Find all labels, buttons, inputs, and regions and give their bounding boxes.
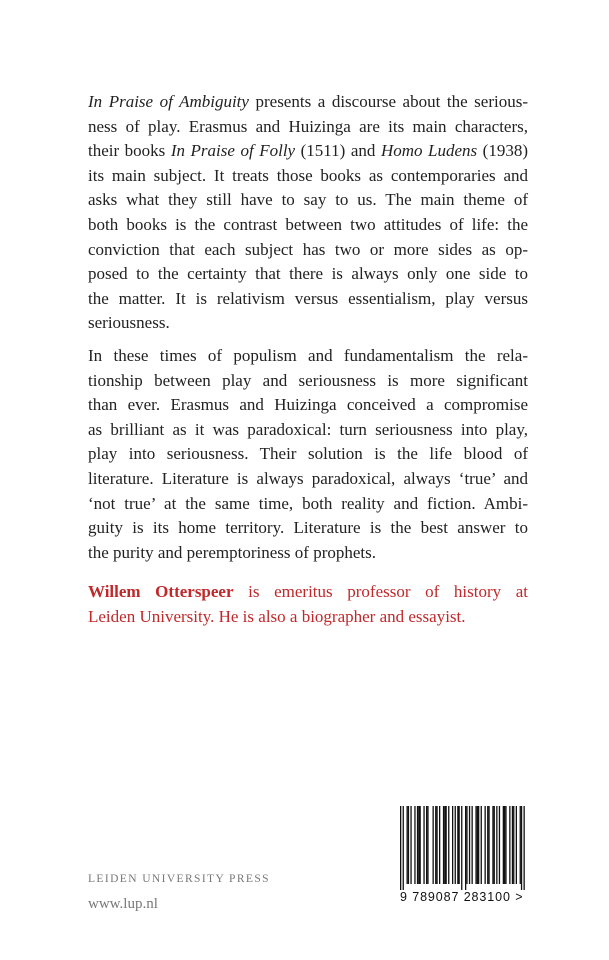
blurb-text-segment: In these times of populism and fundamentalism the rela- — [88, 345, 528, 365]
blurb-line — [88, 369, 528, 394]
blurb-text-segment: the purity and peremptoriness of prophets. — [88, 542, 376, 562]
blurb-text-segment: conviction that each subject has two or more sides as op- — [88, 239, 528, 259]
barcode-bar — [418, 806, 419, 884]
barcode-bar — [492, 806, 493, 884]
barcode-bar — [444, 806, 445, 884]
blurb-line — [88, 188, 528, 213]
barcode-bar — [485, 806, 486, 884]
blurb-text-segment: seriousness. — [88, 313, 170, 333]
barcode-bar — [513, 806, 514, 884]
barcode-bar — [408, 806, 409, 884]
blurb-text-segment: their books — [88, 141, 171, 161]
blurb-line — [88, 164, 528, 189]
blurb-line — [88, 238, 528, 263]
barcode-bar — [472, 806, 473, 884]
blurb-line — [88, 311, 528, 336]
barcode-bar — [466, 806, 467, 884]
blurb-text-segment: asks what they still have to say to us. The main theme of — [88, 190, 528, 210]
barcode-bar — [420, 806, 421, 884]
barcode-bar — [465, 806, 466, 890]
book-title: Homo Ludens — [380, 141, 478, 161]
blurb-text-segment: ness of play. Erasmus and Huizinga are its main characters, — [88, 116, 528, 136]
barcode-bar — [443, 806, 444, 884]
barcode-bar — [499, 806, 500, 884]
barcode-bar — [477, 806, 478, 884]
barcode-bar — [524, 806, 525, 890]
blurb-line — [88, 344, 528, 369]
blurb-text-segment: the matter. It is relativism versus essentialism, play versus — [88, 288, 528, 308]
isbn-digits — [400, 890, 540, 904]
blurb-text-segment: play into seriousness. Their solution is the life blood of — [88, 444, 528, 464]
blurb-line — [88, 262, 528, 287]
blurb-line — [88, 115, 528, 140]
barcode-quiet-zone-mark: > — [515, 890, 524, 904]
author-bio — [88, 580, 528, 629]
blurb-text-segment: its main subject. It treats those books as contemporaries and — [88, 165, 528, 185]
barcode-bar — [505, 806, 506, 884]
barcode-bar — [426, 806, 427, 884]
barcode-bar — [487, 806, 488, 884]
blurb-text-segment: (1938) — [477, 141, 528, 161]
barcode-bar — [461, 806, 462, 890]
blurb-line — [88, 467, 528, 492]
barcode-bar — [433, 806, 434, 884]
blurb-line — [88, 213, 528, 238]
author-bio-text: is emeritus professor of history at — [233, 582, 528, 601]
blurb-line — [88, 393, 528, 418]
blurb-line — [88, 492, 528, 517]
blurb-paragraph — [88, 90, 528, 336]
blurb-text-segment: tionship between play and seriousness is more significant — [88, 370, 528, 390]
barcode-bar — [509, 806, 510, 884]
publisher-name: LEIDEN UNIVERSITY PRESS — [88, 873, 270, 885]
author-bio-line-2: Leiden University. He is also a biographer and essayist. — [88, 606, 466, 626]
barcode-bar — [417, 806, 418, 884]
barcode-bar — [478, 806, 479, 884]
barcode-bar — [410, 806, 411, 884]
barcode-bar — [457, 806, 458, 884]
blurb-text-segment: posed to the certainty that there is always only one side to — [88, 264, 528, 284]
blurb-text-segment: both books is the contrast between two attitudes of life: the — [88, 214, 528, 234]
blurb-text-segment: than ever. Erasmus and Huizinga conceived a compromise — [88, 395, 528, 415]
blurb-text-segment: as brilliant as it was paradoxical: turn seriousness into play, — [88, 419, 528, 439]
blurb-line — [88, 139, 528, 164]
publisher-website: www.lup.nl — [88, 896, 158, 912]
barcode-bar — [403, 806, 404, 890]
barcode-bar — [469, 806, 470, 884]
barcode-bars — [400, 806, 530, 890]
blurb-line — [88, 541, 528, 566]
barcode-bar — [400, 806, 401, 890]
barcode-bar — [520, 806, 521, 884]
blurb-paragraph — [88, 344, 528, 565]
barcode-bar — [496, 806, 497, 884]
author-name: Willem Otterspeer — [88, 582, 234, 601]
barcode-bar — [446, 806, 447, 884]
blurb-text-segment: ‘not true’ at the same time, both reality and fiction. Ambi- — [88, 493, 528, 513]
barcode-bar — [436, 806, 437, 884]
barcode-bar — [414, 806, 415, 884]
blurb-line — [88, 90, 528, 115]
blurb-text-segment: guity is its home territory. Literature is the best answer to — [88, 518, 528, 538]
barcode-bar — [459, 806, 460, 884]
book-title: In Praise of Ambiguity — [88, 92, 249, 111]
isbn-number: 9 789087 283100 — [400, 890, 511, 904]
blurb-text-segment: literature. Literature is always paradoxical, always ‘true’ and — [88, 468, 528, 488]
barcode-bar — [475, 806, 476, 884]
barcode-bar — [481, 806, 482, 884]
barcode-bar — [503, 806, 504, 884]
barcode-bar — [439, 806, 440, 884]
barcode-bar — [494, 806, 495, 884]
barcode-bar — [512, 806, 513, 884]
barcode-bar — [427, 806, 428, 884]
blurb-line — [88, 287, 528, 312]
blurb-line — [88, 516, 528, 541]
blurb-line — [88, 442, 528, 467]
blurb-line — [88, 418, 528, 443]
blurb-text-segment: presents a discourse about the serious- — [248, 92, 528, 111]
barcode-bar — [452, 806, 453, 884]
barcode-bar — [504, 806, 505, 884]
book-title: In Praise of Folly — [170, 141, 296, 161]
barcode-bar — [407, 806, 408, 884]
barcode-bar — [488, 806, 489, 884]
barcode-bar — [455, 806, 456, 884]
barcode-bar — [435, 806, 436, 884]
author-bio-line-1 — [88, 580, 528, 605]
blurb-text — [88, 90, 528, 573]
barcode-bar — [521, 806, 522, 890]
blurb-text-segment: (1511) and — [295, 141, 381, 161]
barcode-bar — [516, 806, 517, 884]
barcode-bar — [448, 806, 449, 884]
barcode-bar — [423, 806, 424, 884]
